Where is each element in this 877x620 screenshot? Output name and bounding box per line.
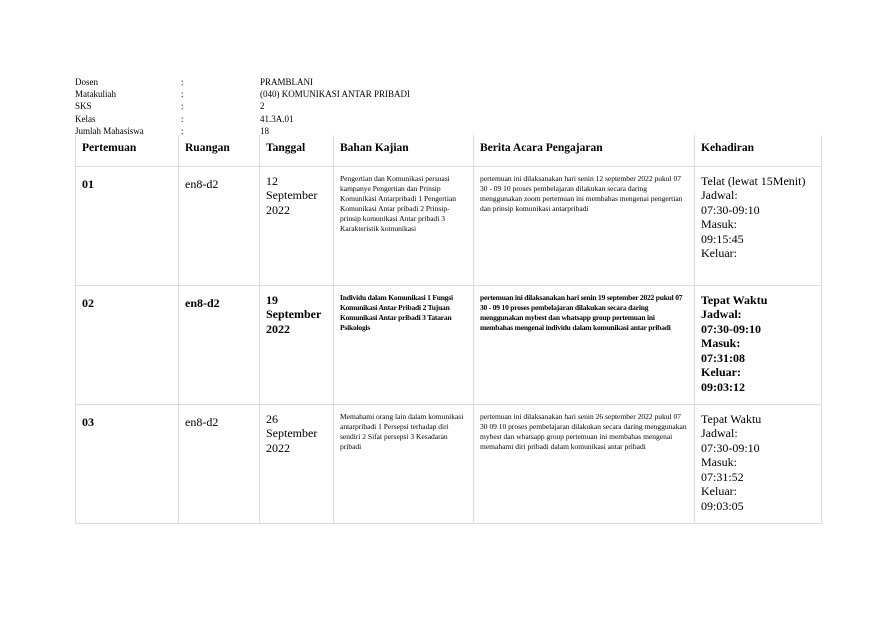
column-header: Ruangan [179,135,260,166]
room: en8-d2 [179,285,260,404]
info-separator: : [181,113,184,124]
info-value: 18 [260,125,269,136]
info-label: SKS [75,101,92,112]
attendance [695,404,822,523]
info-label: Jumlah Mahasiswa [75,125,144,136]
attendance-line: Jadwal: [701,188,738,203]
meeting-number: 02 [76,285,179,404]
table-row [76,285,822,404]
table-row [76,404,822,523]
meeting-number: 03 [76,404,179,523]
attendance [695,166,822,285]
info-separator: : [181,77,184,87]
attendance-line: 09:03:05 [701,499,744,514]
attendance-line: Masuk: [701,336,741,351]
teaching-report: pertemuan ini dilaksanakan hari senin 19 september 2022 pukul 07 30 - 09 10 proses pembelajaran dilakukan secara daring menggunakan mybest dan whatsapp group pertemuan ini membahas mengenai individu dalam komunikasi antar pribadi [474,285,695,404]
date: 12 September 2022 [260,166,334,285]
column-header: Berita Acara Pengajaran [474,135,695,166]
attendance-line: Keluar: [701,365,741,380]
info-row-lecturer [75,76,410,88]
attendance-line: Jadwal: [701,307,742,322]
meeting-number: 01 [76,166,179,285]
attendance-line: Masuk: [701,217,737,232]
info-label: Kelas [75,113,96,124]
info-value: PRAMBLANI [260,77,314,87]
attendance-line: 09:03:12 [701,380,745,395]
teaching-report: pertemuan ini dilaksanakan hari senin 12 september 2022 pukul 07 30 - 09 10 proses pembelajaran dilakukan secara daring menggunakan zoom pertemuan ini membahas mengenai pengertian dan prinsip komunikasi antarpribadi [474,166,695,285]
attendance [695,285,822,404]
attendance-line: Keluar: [701,484,737,499]
info-value: 2 [260,101,265,112]
attendance-line: 07:30-09:10 [701,440,760,455]
attendance-status: Telat (lewat 15Menit) [701,173,806,188]
teaching-report: pertemuan ini dilaksanakan hari senin 26 september 2022 pukul 07 30 09 10 proses pembelajaran dilakukan secara daring menggunakan mybest dan whatsapp group pertemuan ini membahas mengenai memahami diri pribadi dalam komunikasi antar pribadi [474,404,695,523]
info-label: Matakuliah [75,89,116,100]
date: 26 September 2022 [260,404,334,523]
study-material: Pengertian dan Komunikasi persuasi kampanye Pengertian dan Prinsip Komunikasi Antarpribadi 1 Pengertian Komunikasi Antar pribadi 2 Prinsip-prinsip komunikasi Antar pribadi 3 Karakteristik komunikasi [334,166,474,285]
attendance-line: Masuk: [701,455,737,470]
study-material: Memahami orang lain dalam komunikasi antarpribadi 1 Persepsi terhadap diri sendiri 2 Sifat persepsi 3 Kesadaran pribadi [334,404,474,523]
info-row-credits [75,100,410,112]
attendance-line: 09:15:45 [701,231,744,246]
teaching-journal-table [75,135,822,524]
course-info [75,76,410,137]
attendance-status: Tepat Waktu [701,292,768,307]
attendance-line: 07:31:52 [701,469,744,484]
attendance-line: Keluar: [701,246,737,261]
column-header: Bahan Kajian [334,135,474,166]
study-material: Individu dalam Komunikasi 1 Fungsi Komunikasi Antar Pribadi 2 Tujuan Komunikasi Antar pribadi 3 Tataran Psikologis [334,285,474,404]
info-separator: : [181,101,184,112]
column-header: Pertemuan [76,135,179,166]
info-separator: : [181,125,184,136]
info-value: 41.3A.01 [260,113,294,124]
room: en8-d2 [179,404,260,523]
attendance-line: Jadwal: [701,426,738,441]
attendance-line: 07:30-09:10 [701,202,760,217]
attendance-status: Tepat Waktu [701,411,762,426]
room: en8-d2 [179,166,260,285]
info-row-course [75,88,410,100]
info-row-class [75,113,410,125]
attendance-line: 07:31:08 [701,350,745,365]
table-header-row [76,135,822,166]
info-label: Dosen [75,77,98,87]
date: 19 September 2022 [260,285,334,404]
column-header: Tanggal [260,135,334,166]
attendance-line: 07:30-09:10 [701,321,761,336]
column-header: Kehadiran [695,135,822,166]
info-value: (040) KOMUNIKASI ANTAR PRIBADI [260,89,411,100]
table-row [76,166,822,285]
info-separator: : [181,89,184,100]
